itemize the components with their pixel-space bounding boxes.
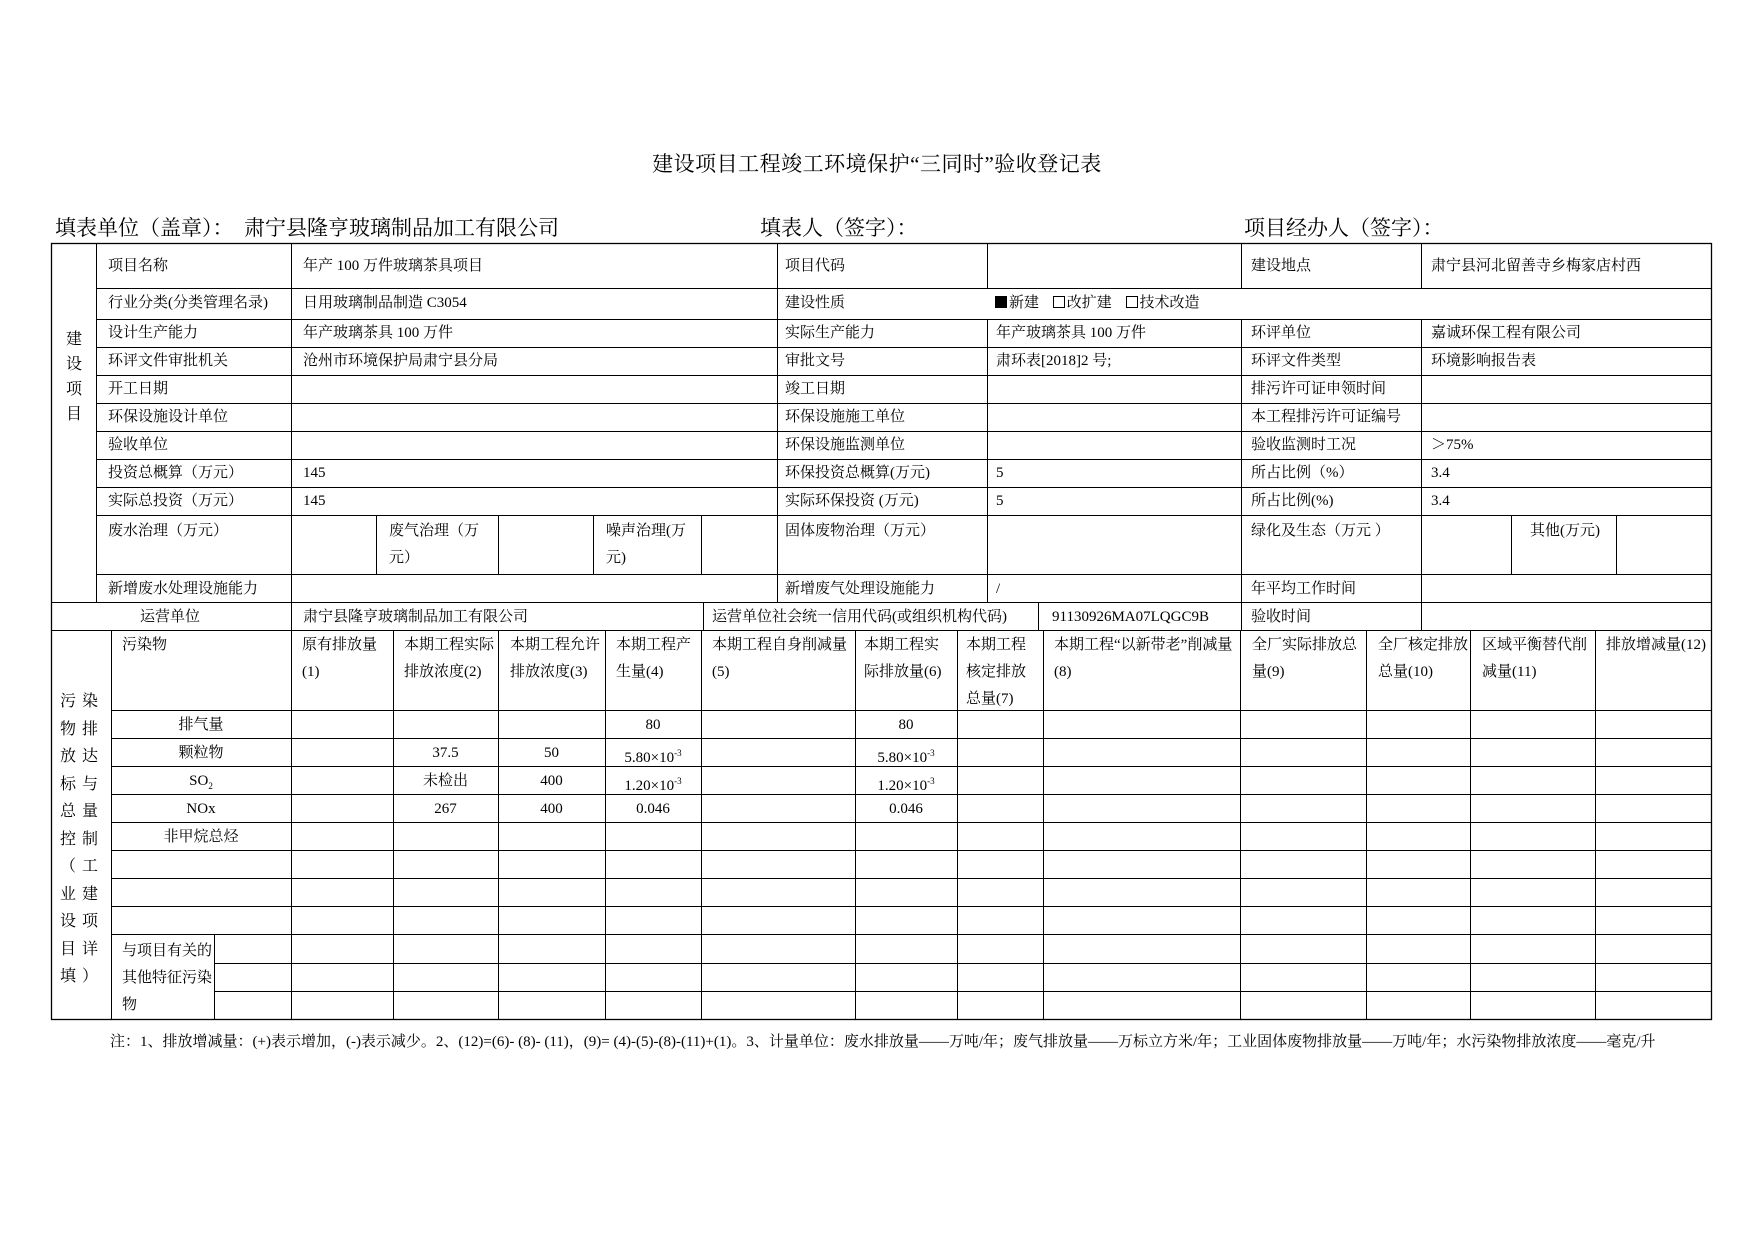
- row-so2-col-2: 未检出: [422, 773, 468, 789]
- industry-value: 日用玻璃制品制造 C3054: [303, 295, 467, 311]
- env-budget-label: 环保投资总概算(万元): [785, 465, 930, 481]
- checkbox-checked-icon: [995, 296, 1007, 308]
- nature-option-expand-label: 改扩建: [1066, 295, 1112, 311]
- eia-approver-value: 沧州市环境保护局肃宁县分局: [303, 353, 499, 369]
- header-col-5: 本期工程自身削减量(5): [712, 637, 848, 680]
- credit-code-label: 运营单位社会统一信用代码(或组织机构代码): [712, 609, 1007, 625]
- row-pm-col-6: $5.80\times 10^{-3}$: [877, 748, 935, 766]
- location-label: 建设地点: [1251, 258, 1312, 274]
- nature-option-new-label: 新建: [1009, 295, 1040, 311]
- eia-unit-label: 环评单位: [1251, 325, 1312, 341]
- monitor-unit-label: 环保设施监测单位: [785, 437, 906, 453]
- location-value: 肃宁县河北留善寺乡梅家店村西: [1431, 258, 1642, 274]
- design-unit-label: 环保设施设计单位: [108, 409, 229, 425]
- header-col-2: 本期工程实际排放浓度(2): [404, 637, 495, 680]
- header-col-10: 全厂核定排放总量(10): [1378, 637, 1469, 680]
- wastewater-cost-label: 废水治理（万元）: [108, 523, 229, 539]
- actual-capacity-label: 实际生产能力: [785, 325, 876, 341]
- new-ww-label: 新增废水处理设施能力: [108, 581, 259, 597]
- row-so2-col-3: 400: [540, 773, 563, 789]
- finish-date-label: 竣工日期: [785, 381, 846, 397]
- ratio1-label: 所占比例（%）: [1251, 465, 1354, 481]
- nature-option-new[interactable]: [995, 295, 1039, 311]
- header-col-8: 本期工程“以新带老”削减量(8): [1054, 637, 1233, 680]
- section-side-label: [58, 330, 86, 430]
- operator-label: 运营单位: [140, 609, 201, 625]
- other-pollutants-label: 与项目有关的其他特征污染物: [122, 943, 213, 1013]
- pollutant-name: 排气量: [178, 717, 224, 733]
- page-title: 建设项目工程竣工环境保护“三同时”验收登记表: [652, 152, 1102, 176]
- ratio2-label: 所占比例(%): [1251, 493, 1334, 509]
- eia-type-value: 环境影响报告表: [1431, 353, 1537, 369]
- nature-option-expand[interactable]: [1053, 295, 1112, 311]
- actual-env-invest-value: 5: [996, 493, 1004, 509]
- industry-label: 行业分类(分类管理名录): [108, 295, 268, 311]
- new-gas-label: 新增废气处理设施能力: [785, 581, 936, 597]
- header-col-9: 全厂实际排放总量(9): [1252, 637, 1358, 680]
- header-col-11: 区域平衡替代削减量(11): [1482, 637, 1588, 680]
- actual-invest-label: 实际总投资（万元）: [108, 493, 244, 509]
- design-capacity-value: 年产玻璃茶具 100 万件: [303, 325, 454, 341]
- operator-value: 肃宁县隆亨玻璃制品加工有限公司: [303, 609, 529, 625]
- pollutant-name: 颗粒物: [178, 745, 224, 761]
- manager-label: 项目经办人（签字）：: [1244, 216, 1444, 240]
- header-col-3: 本期工程允许排放浓度(3): [510, 637, 601, 680]
- new-gas-value: /: [996, 581, 1001, 597]
- noise-cost-label: 噪声治理(万元): [606, 523, 686, 566]
- row-nox-col-4: 0.046: [636, 801, 670, 817]
- monitor-condition-label: 验收监测时工况: [1251, 437, 1357, 453]
- approval-no-value: 肃环表[2018]2 号;: [996, 353, 1112, 369]
- nature-option-tech[interactable]: [1126, 295, 1200, 311]
- nature-options: [995, 290, 1200, 316]
- header-col-4: 本期工程产生量(4): [616, 637, 692, 680]
- header-col-12: 排放增减量(12): [1606, 637, 1706, 653]
- accept-time-label: 验收时间: [1251, 609, 1312, 625]
- eia-approver-label: 环评文件审批机关: [108, 353, 229, 369]
- filler-unit-value: 肃宁县隆亨玻璃制品加工有限公司: [244, 216, 559, 240]
- filler-person-label: 填表人（签字）：: [760, 216, 918, 240]
- nature-option-tech-label: 技术改造: [1139, 295, 1200, 311]
- row-nox-col-2: 267: [434, 801, 457, 817]
- work-time-label: 年平均工作时间: [1251, 581, 1357, 597]
- other-cost-label: 其他(万元): [1530, 523, 1600, 539]
- row-nox-col-6: 0.046: [889, 801, 923, 817]
- construct-unit-label: 环保设施施工单位: [785, 409, 906, 425]
- design-capacity-label: 设计生产能力: [108, 325, 199, 341]
- row-so2-col-6: $1.20\times 10^{-3}$: [877, 776, 935, 794]
- ratio1-value: 3.4: [1431, 465, 1450, 481]
- row-pm-col-2: 37.5: [432, 745, 459, 761]
- env-budget-value: 5: [996, 465, 1004, 481]
- row-nox-col-3: 400: [540, 801, 563, 817]
- header-col-6: 本期工程实际排放量(6): [864, 637, 942, 680]
- row-pm-col-4: $5.80\times 10^{-3}$: [624, 748, 682, 766]
- solid-waste-cost-label: 固体废物治理（万元）: [785, 523, 936, 539]
- pollutant-name: NOx: [186, 801, 216, 817]
- monitor-condition-value: ＞75%: [1431, 437, 1474, 453]
- row-exhaust-col-6: 80: [898, 717, 914, 733]
- checkbox-icon: [1053, 296, 1065, 308]
- filler-unit-label: 填表单位（盖章）：: [55, 216, 234, 240]
- row-exhaust-col-4: 80: [645, 717, 661, 733]
- credit-code-value: 91130926MA07LQGC9B: [1052, 609, 1209, 625]
- green-cost-label: 绿化及生态（万元 ）: [1251, 523, 1390, 539]
- checkbox-icon: [1126, 296, 1138, 308]
- waste-gas-cost-label: 废气治理（万元）: [389, 523, 480, 566]
- actual-invest-value: 145: [303, 493, 326, 509]
- project-name-label: 项目名称: [108, 258, 169, 274]
- total-budget-value: 145: [303, 465, 326, 481]
- pollutant-name: 非甲烷总烃: [163, 829, 239, 845]
- start-date-label: 开工日期: [108, 381, 169, 397]
- eia-type-label: 环评文件类型: [1251, 353, 1342, 369]
- header-pollutant: 污染物: [122, 637, 168, 653]
- approval-no-label: 审批文号: [785, 353, 846, 369]
- section-side-text: 建设项目: [63, 330, 81, 430]
- actual-env-invest-label: 实际环保投资 (万元): [785, 493, 919, 509]
- eia-unit-value: 嘉诚环保工程有限公司: [1431, 325, 1582, 341]
- project-name-value: 年产 100 万件玻璃茶具项目: [303, 258, 484, 274]
- ratio2-value: 3.4: [1431, 493, 1450, 509]
- project-code-label: 项目代码: [785, 258, 846, 274]
- permit-no-label: 本工程排污许可证编号: [1251, 409, 1402, 425]
- pollutant-name-so2: $SO_2$: [189, 773, 213, 791]
- pollution-side-label: 污染物排放达标与总量控制（工业建设项目详填）: [60, 693, 105, 985]
- footnote: 注：1、排放增减量：(+)表示增加，(-)表示减少。2、(12)=(6)- (8)- (11)，(9)= (4)-(5)-(8)-(11)+(1)。3、计量单位：废水排放量——万吨/年；废气排放量——万标立方米/年；工业固体废物排放量——万吨/年；水污染物排放浓度——毫克/升: [110, 1034, 1656, 1050]
- permit-time-label: 排污许可证申领时间: [1251, 381, 1387, 397]
- header-col-7: 本期工程核定排放总量(7): [966, 637, 1027, 707]
- actual-capacity-value: 年产玻璃茶具 100 万件: [996, 325, 1147, 341]
- total-budget-label: 投资总概算（万元）: [108, 465, 244, 481]
- row-so2-col-4: $1.20\times 10^{-3}$: [624, 776, 682, 794]
- row-pm-col-3: 50: [544, 745, 559, 761]
- nature-label: 建设性质: [785, 295, 846, 311]
- header-col-1: 原有排放量(1): [302, 637, 378, 680]
- accept-unit-label: 验收单位: [108, 437, 169, 453]
